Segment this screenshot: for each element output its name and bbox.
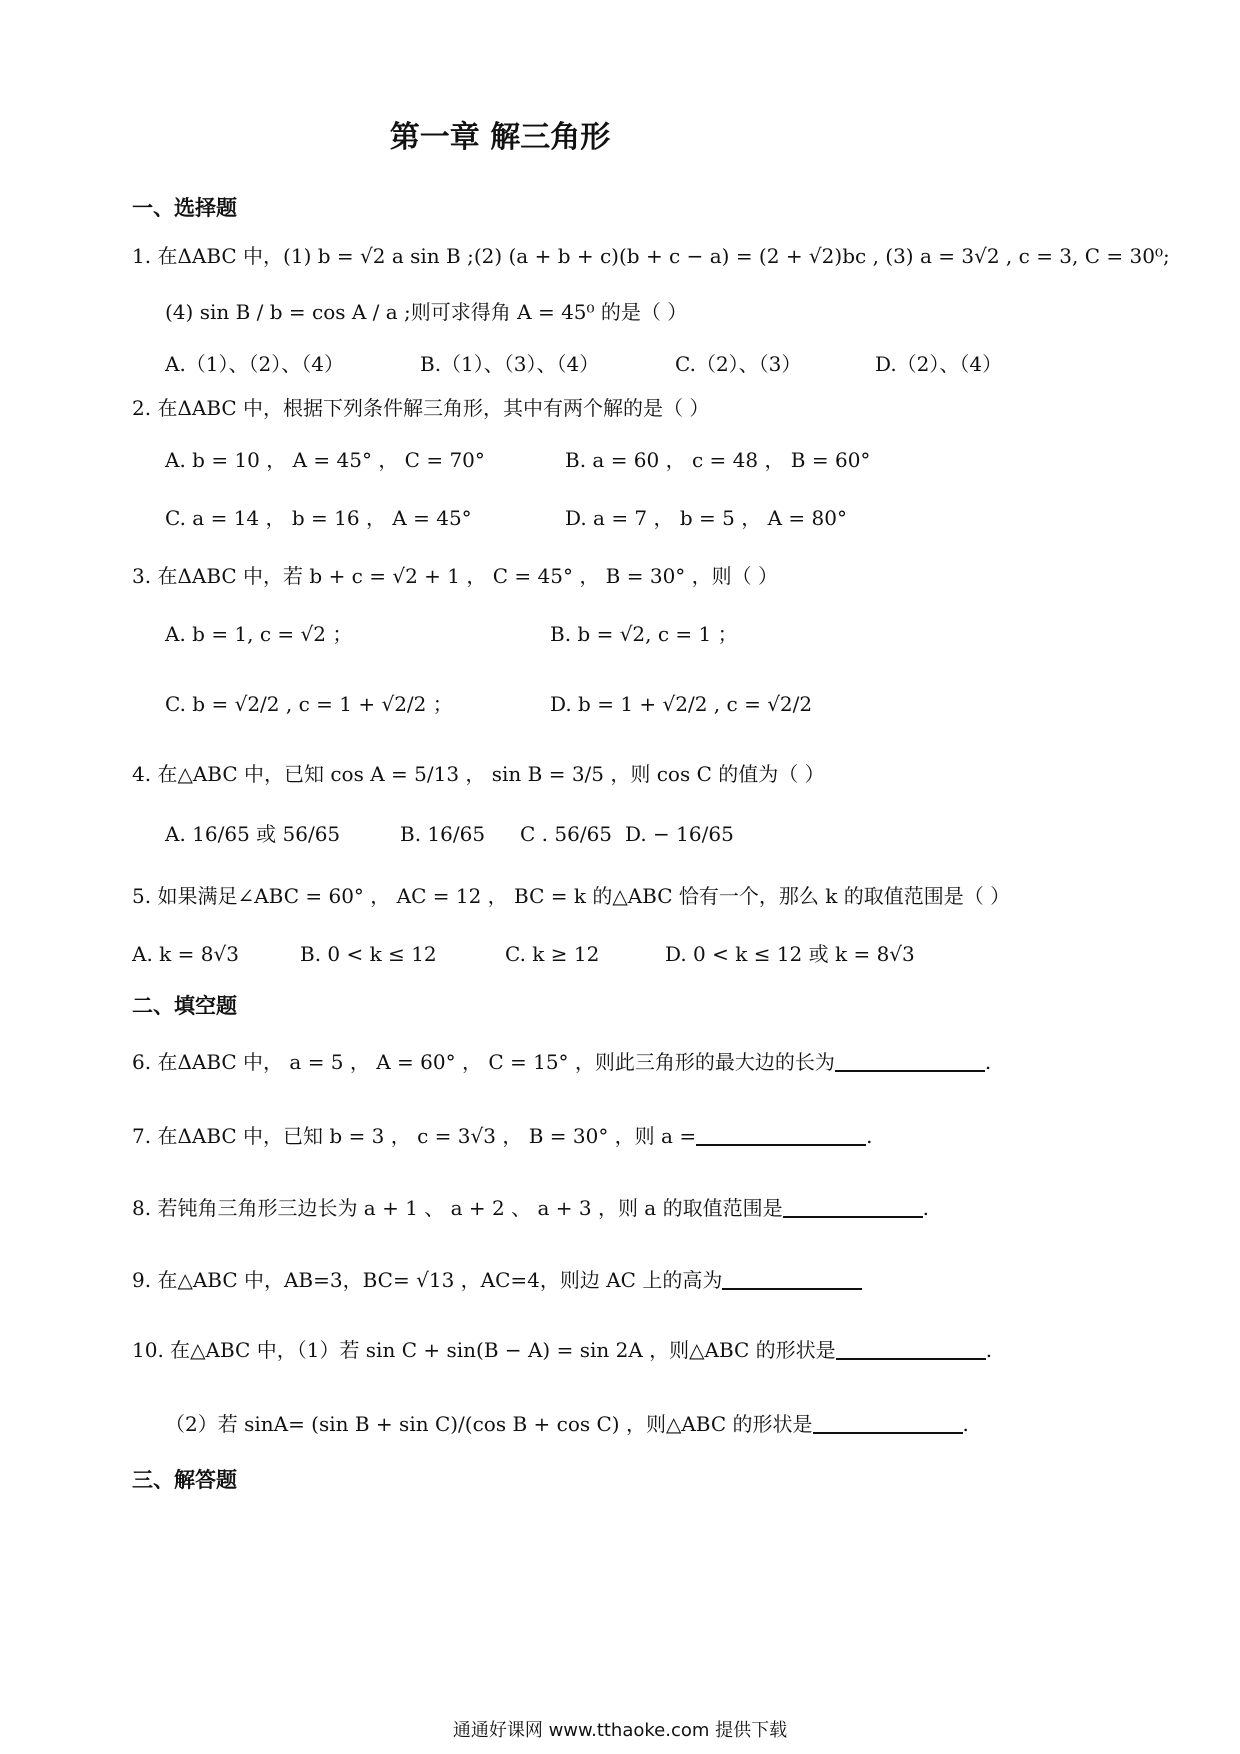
q9-answer-blank[interactable]	[722, 1268, 862, 1290]
q7-line	[132, 1124, 872, 1148]
q4-option-b: B. 16/65	[400, 822, 486, 846]
section-solve-heading: 三、解答题	[132, 1468, 237, 1492]
q1-option-d: D.（2）、（4）	[875, 352, 1003, 376]
q5-option-b: B. 0 < k ≤ 12	[300, 942, 437, 966]
q10-part2-period: .	[962, 1412, 969, 1436]
q2-option-c: C. a = 14 ， b = 16 ， A = 45°	[165, 506, 472, 530]
q10-part2-stem: （2）若 sinA= (sin B + sin C)/(cos B + cos C) ，则△ABC 的形状是	[165, 1412, 813, 1436]
q3-option-b: B. b = √2, c = 1 ；	[550, 622, 738, 646]
q3-stem: 3. 在ΔABC 中，若 b + c = √2 + 1 ， C = 45° ， B = 30° ，则（ ）	[132, 564, 779, 588]
q6-period: .	[984, 1050, 992, 1074]
q4-stem: 4. 在△ABC 中，已知 cos A = 5/13 ， sin B = 3/5 ，则 cos C 的值为（ ）	[132, 762, 825, 786]
q10-part1-stem: 10. 在△ABC 中，（1）若 sin C + sin(B − A) = sin 2A ，则△ABC 的形状是	[132, 1338, 836, 1362]
q7-stem: 7. 在ΔABC 中，已知 b = 3 ， c = 3√3 ， B = 30° ，则 a =	[132, 1124, 697, 1148]
q8-stem: 8. 若钝角三角形三边长为 a + 1 、 a + 2 、 a + 3 ，则 a 的取值范围是	[132, 1196, 783, 1220]
q10-part2-line	[165, 1412, 969, 1436]
q9-line	[132, 1268, 862, 1292]
q4-option-d: D. − 16/65	[625, 822, 734, 846]
q7-period: .	[866, 1124, 873, 1148]
q2-option-b: B. a = 60 ， c = 48 ， B = 60°	[565, 448, 871, 472]
q10-part1-period: .	[985, 1338, 993, 1362]
q3-option-c: C. b = √2/2 , c = 1 + √2/2 ；	[165, 692, 453, 716]
q2-option-d: D. a = 7 ， b = 5 ， A = 80°	[565, 506, 847, 530]
q9-stem: 9. 在△ABC 中，AB=3，BC= √13 ，AC=4，则边 AC 上的高为	[132, 1268, 723, 1292]
section-choice-heading: 一、选择题	[132, 196, 237, 220]
q5-stem: 5. 如果满足∠ABC = 60° ， AC = 12 ， BC = k 的△ABC 恰有一个，那么 k 的取值范围是（ ）	[132, 884, 1011, 908]
q1-stem-line2: (4) sin B / b = cos A / a ;则可求得角 A = 45⁰ 的是（ ）	[165, 300, 688, 324]
q8-period: .	[922, 1196, 929, 1220]
q1-option-c: C.（2）、（3）	[675, 352, 802, 376]
q7-answer-blank[interactable]	[696, 1124, 866, 1146]
q4-option-a: A. 16/65 或 56/65	[165, 822, 341, 846]
q8-answer-blank[interactable]	[783, 1196, 923, 1218]
q1-stem-line1: 1. 在ΔABC 中，(1) b = √2 a sin B ;(2) (a + b + c)(b + c − a) = (2 + √2)bc , (3) a = 3√2 , c = 3, C = 30⁰;	[132, 244, 1170, 268]
q3-option-a: A. b = 1, c = √2 ；	[165, 622, 353, 646]
q5-option-c: C. k ≥ 12	[505, 942, 600, 966]
q6-line	[132, 1050, 991, 1074]
footer-source-text: 通通好课网 www.tthaoke.com 提供下载	[452, 1720, 788, 1741]
q8-line	[132, 1196, 929, 1220]
q10-part1-answer-blank[interactable]	[836, 1338, 986, 1360]
q4-option-c: C . 56/65	[520, 822, 613, 846]
section-fill-heading: 二、填空题	[132, 994, 237, 1018]
q10-part2-answer-blank[interactable]	[813, 1412, 963, 1434]
q1-option-a: A.（1）、（2）、（4）	[165, 352, 344, 376]
q6-answer-blank[interactable]	[835, 1050, 985, 1072]
chapter-title: 第一章 解三角形	[389, 120, 611, 155]
q2-stem: 2. 在ΔABC 中，根据下列条件解三角形，其中有两个解的是（ ）	[132, 396, 710, 420]
q6-stem: 6. 在ΔABC 中， a = 5 ， A = 60° ， C = 15° ，则此三角形的最大边的长为	[132, 1050, 835, 1074]
q5-option-d: D. 0 < k ≤ 12 或 k = 8√3	[665, 942, 915, 966]
q2-option-a: A. b = 10 ， A = 45° ， C = 70°	[165, 448, 485, 472]
q10-part1-line	[132, 1338, 992, 1362]
q5-option-a: A. k = 8√3	[132, 942, 239, 966]
q3-option-d: D. b = 1 + √2/2 , c = √2/2	[550, 692, 813, 716]
q1-option-b: B.（1）、（3）、（4）	[420, 352, 600, 376]
